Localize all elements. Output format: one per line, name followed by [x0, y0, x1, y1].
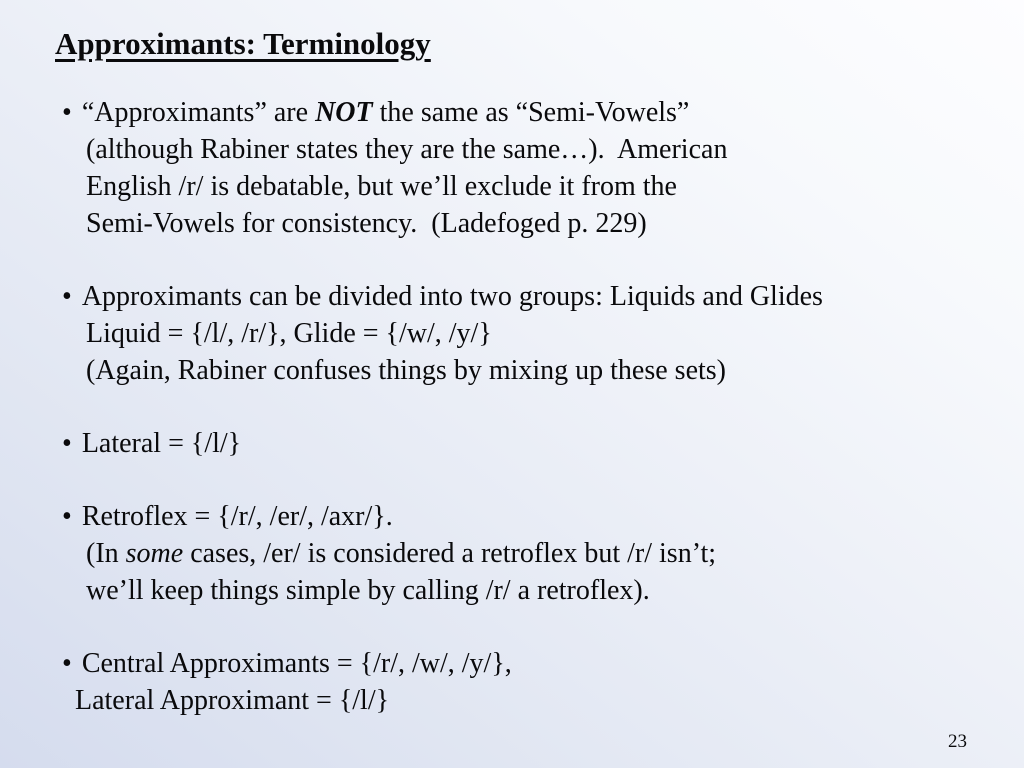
- bullet-icon: •: [62, 281, 72, 312]
- text-segment: (Again, Rabiner confuses things by mixing up these sets): [86, 355, 727, 386]
- bullet-block: [62, 498, 1012, 609]
- text-segment: English /r/ is debatable, but we’ll exclude it from the: [86, 171, 677, 202]
- text-segment: Lateral Approximant = {/l/}: [75, 685, 390, 716]
- bullet-block: [62, 425, 1012, 462]
- text-segment: the same as “Semi-Vowels”: [372, 97, 690, 128]
- bullet-icon: •: [62, 97, 72, 128]
- text-segment: Semi-Vowels for consistency. (Ladefoged p. 229): [86, 208, 647, 239]
- bullet-block: [62, 94, 1012, 242]
- text-segment: cases, /er/ is considered a retroflex but /r/ isn’t;: [183, 538, 717, 569]
- bullet-icon: •: [62, 648, 72, 679]
- text-segment: “Approximants” are: [81, 97, 316, 128]
- text-line: [62, 498, 1012, 535]
- text-line: [62, 682, 1012, 719]
- text-line: [62, 535, 1012, 572]
- slide-title: Approximants: Terminology: [55, 26, 431, 61]
- text-line: [62, 131, 1012, 168]
- text-segment: Central Approximants = {/r/, /w/, /y/},: [81, 648, 512, 679]
- text-segment: we’ll keep things simple by calling /r/ a retroflex).: [86, 575, 650, 606]
- text-line: [62, 572, 1012, 609]
- text-segment: Lateral = {/l/}: [81, 428, 242, 459]
- text-segment: (although Rabiner states they are the same…). American: [86, 134, 728, 165]
- text-segment: (In: [86, 538, 126, 569]
- text-line: [62, 205, 1012, 242]
- text-segment: Approximants can be divided into two groups: Liquids and Glides: [81, 281, 823, 312]
- bullet-icon: •: [62, 501, 72, 532]
- page-number: 23: [948, 731, 967, 752]
- text-segment: NOT: [315, 97, 373, 128]
- text-line: [62, 352, 1012, 389]
- text-line: [62, 645, 1012, 682]
- text-line: [62, 278, 1012, 315]
- text-line: [62, 94, 1012, 131]
- bullet-block: [62, 645, 1012, 719]
- text-line: [62, 315, 1012, 352]
- text-segment: Liquid = {/l/, /r/}, Glide = {/w/, /y/}: [86, 318, 492, 349]
- text-line: [62, 425, 1012, 462]
- bullet-icon: •: [62, 428, 72, 459]
- slide-body: [62, 94, 1012, 719]
- text-segment: some: [125, 538, 184, 569]
- bullet-block: [62, 278, 1012, 389]
- text-segment: Retroflex = {/r/, /er/, /axr/}.: [81, 501, 393, 532]
- text-line: [62, 168, 1012, 205]
